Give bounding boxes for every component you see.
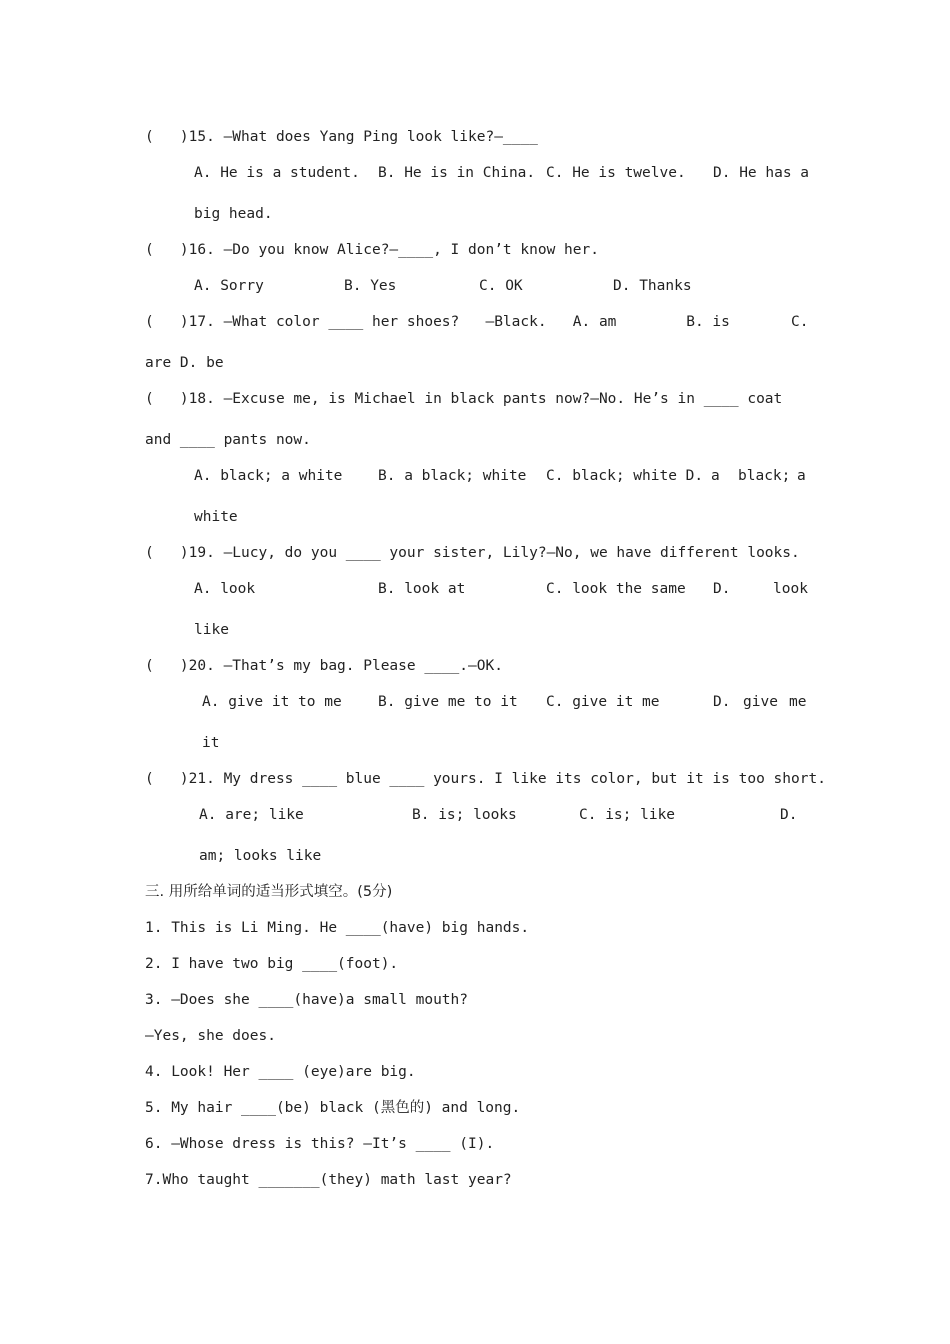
option-b: B. a black; white [378, 468, 527, 484]
option-d: D. Thanks [613, 278, 692, 294]
fill-item-2: 2. I have two big ____(foot). [145, 956, 399, 972]
option-d-part: black; [738, 468, 791, 484]
question-20-options [0, 692, 950, 712]
option-c-d: C. black; white D. [546, 468, 704, 484]
question-15-options [0, 163, 950, 183]
option-b: B. is; looks [412, 807, 517, 823]
fill-item-7: 7.Who taught _______(they) math last year? [145, 1172, 512, 1188]
option-b: B. He is in China. [378, 165, 536, 181]
option-a: A. He is a student. [194, 165, 360, 181]
section-3-title: 三. 用所给单词的适当形式填空。(5分) [145, 884, 393, 900]
option-b: B. look at [378, 581, 466, 597]
question-20-stem: ( )20. —That’s my bag. Please ____.—OK. [145, 658, 503, 674]
option-a: A. give it to me [202, 694, 342, 710]
option-d-part: a [711, 468, 720, 484]
question-16-stem: ( )16. —Do you know Alice?—____, I don’t know her. [145, 242, 599, 258]
option-d-part: give [743, 694, 778, 710]
option-d-part: me [789, 694, 807, 710]
option-c: C. look the same [546, 581, 686, 597]
question-19-options [0, 579, 950, 599]
question-16-options [0, 276, 950, 296]
fill-item-6: 6. —Whose dress is this? —It’s ____ (I). [145, 1136, 495, 1152]
fill-item-3-answer: —Yes, she does. [145, 1028, 276, 1044]
option-b: B. Yes [344, 278, 397, 294]
option-d: D. [713, 694, 731, 710]
fill-item-1: 1. This is Li Ming. He ____(have) big hands. [145, 920, 530, 936]
option-d: D. [780, 807, 798, 823]
option-c: C. is; like [579, 807, 676, 823]
option-c: C. He is twelve. [546, 165, 686, 181]
option-a: A. are; like [199, 807, 304, 823]
question-18-stem-line2: and ____ pants now. [145, 432, 311, 448]
option-d: D. He has a [713, 165, 810, 181]
question-15-continuation: big head. [194, 206, 273, 222]
fill-item-4: 4. Look! Her ____ (eye)are big. [145, 1064, 416, 1080]
option-d-text: look [773, 581, 808, 597]
option-d-part: a [797, 468, 806, 484]
option-d: D. [713, 581, 731, 597]
option-a: A. Sorry [194, 278, 264, 294]
option-a: A. black; a white [194, 468, 343, 484]
question-21-continuation: am; looks like [199, 848, 322, 864]
question-18-continuation: white [194, 509, 238, 525]
question-18-stem: ( )18. —Excuse me, is Michael in black pants now?—No. He’s in ____ coat [145, 391, 783, 407]
option-a: A. look [194, 581, 256, 597]
option-c: C. give it me [546, 694, 660, 710]
question-15-stem: ( )15. —What does Yang Ping look like?—____ [145, 129, 538, 145]
fill-item-5: 5. My hair ____(be) black (黑色的) and long. [145, 1100, 521, 1116]
question-17-stem: ( )17. —What color ____ her shoes? —Black. A. am B. is C. [145, 314, 809, 330]
option-c: C. OK [479, 278, 523, 294]
question-19-stem: ( )19. —Lucy, do you ____ your sister, Lily?—No, we have different looks. [145, 545, 800, 561]
option-b: B. give me to it [378, 694, 518, 710]
fill-item-3: 3. —Does she ____(have)a small mouth? [145, 992, 469, 1008]
question-21-stem: ( )21. My dress ____ blue ____ yours. I like its color, but it is too short. [145, 771, 826, 787]
question-17-continuation: are D. be [145, 355, 224, 371]
question-20-continuation: it [202, 735, 220, 751]
question-18-options [0, 466, 950, 486]
question-19-continuation: like [194, 622, 229, 638]
question-21-options [0, 805, 950, 825]
